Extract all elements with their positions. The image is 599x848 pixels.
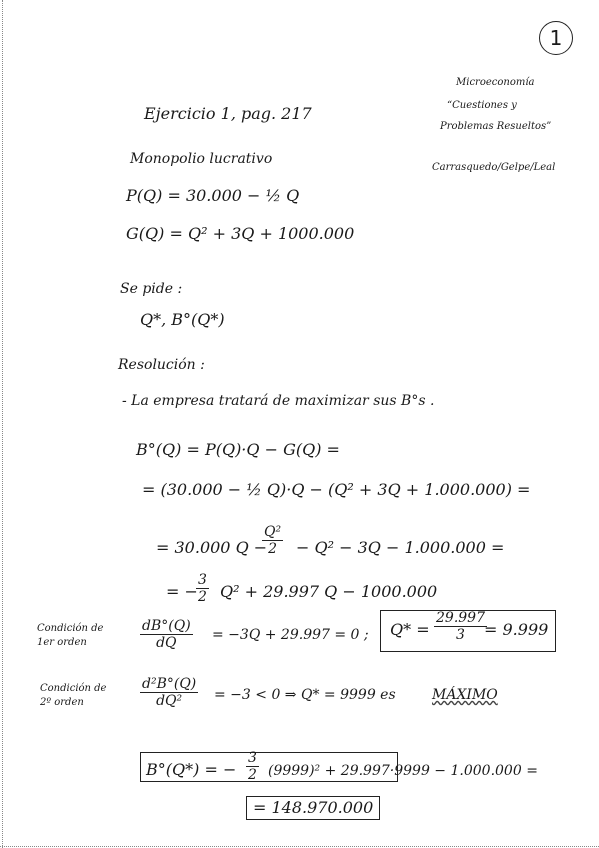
page-number-circle: [539, 21, 573, 55]
foc-label-line-2: 1er orden: [37, 637, 87, 648]
fraction-numerator: 3: [198, 572, 207, 588]
reference-authors: Carrasquedo/Gelpe/Leal: [432, 162, 556, 173]
profit-line-3-start: = 30.000 Q −: [156, 538, 268, 557]
foc-result-fraction: [434, 610, 487, 643]
exercise-title: Ejercicio 1, pag. 217: [144, 104, 312, 123]
profit-line-4-fraction: [196, 572, 209, 605]
reference-line-2: “Cuestiones y: [447, 100, 517, 111]
fraction-numerator: d²B°(Q): [142, 676, 197, 692]
profit-line-4-end: Q² + 29.997 Q − 1000.000: [220, 582, 438, 601]
fraction-numerator: dB°(Q): [142, 618, 191, 634]
fraction-denominator: 3: [456, 627, 465, 643]
foc-derivative: [140, 618, 193, 651]
foc-equation: = −3Q + 29.997 = 0 ;: [212, 627, 369, 643]
asks-label: Se pide :: [120, 281, 183, 297]
profit-line-4-start: = −: [166, 582, 198, 601]
exercise-subtitle: Monopolio lucrativo: [130, 151, 273, 167]
soc-label-line-2: 2º orden: [40, 697, 84, 708]
soc-label-line-1: Condición de: [40, 683, 107, 694]
final-profit-lhs: B°(Q*) = −: [146, 760, 237, 779]
profit-line-3-fraction: [262, 524, 283, 557]
soc-derivative: [140, 676, 198, 709]
resolution-label: Resolución :: [118, 357, 205, 373]
fraction-numerator: 3: [248, 750, 257, 766]
profit-line-3-end: − Q² − 3Q − 1.000.000 =: [296, 538, 505, 557]
fraction-denominator: 2: [198, 589, 207, 605]
soc-equation: = −3 < 0 ⇒ Q* = 9999 es: [214, 687, 396, 703]
fraction-numerator: 29.997: [436, 610, 485, 626]
foc-result-lhs: Q* =: [390, 620, 430, 639]
cost-function: G(Q) = Q² + 3Q + 1000.000: [126, 224, 355, 243]
fraction-denominator: 2: [268, 541, 277, 557]
fraction-denominator: dQ²: [156, 693, 183, 709]
soc-maximum: MÁXIMO: [432, 687, 498, 703]
profit-line-2: = (30.000 − ½ Q)·Q − (Q² + 3Q + 1.000.000) =: [142, 480, 531, 499]
resolution-intro: - La empresa tratará de maximizar sus B°s .: [122, 393, 435, 409]
reference-line-1: Microeconomía: [456, 77, 535, 88]
final-profit-result: = 148.970.000: [246, 796, 380, 820]
fraction-denominator: 2: [248, 767, 257, 783]
final-profit-rhs: (9999)² + 29.997·9999 − 1.000.000 =: [268, 763, 538, 779]
reference-line-3: Problemas Resueltos”: [440, 121, 552, 132]
fraction-denominator: dQ: [156, 635, 177, 651]
page-left-edge: [2, 0, 4, 848]
asks-value: Q*, B°(Q*): [140, 310, 225, 329]
foc-result-value: = 9.999: [484, 620, 549, 639]
final-profit-fraction: [246, 750, 259, 783]
profit-line-1: B°(Q) = P(Q)·Q − G(Q) =: [136, 440, 340, 459]
page-number: 1: [549, 26, 563, 50]
foc-label-line-1: Condición de: [37, 623, 104, 634]
fraction-numerator: Q²: [264, 524, 282, 540]
demand-function: P(Q) = 30.000 − ½ Q: [126, 186, 300, 205]
